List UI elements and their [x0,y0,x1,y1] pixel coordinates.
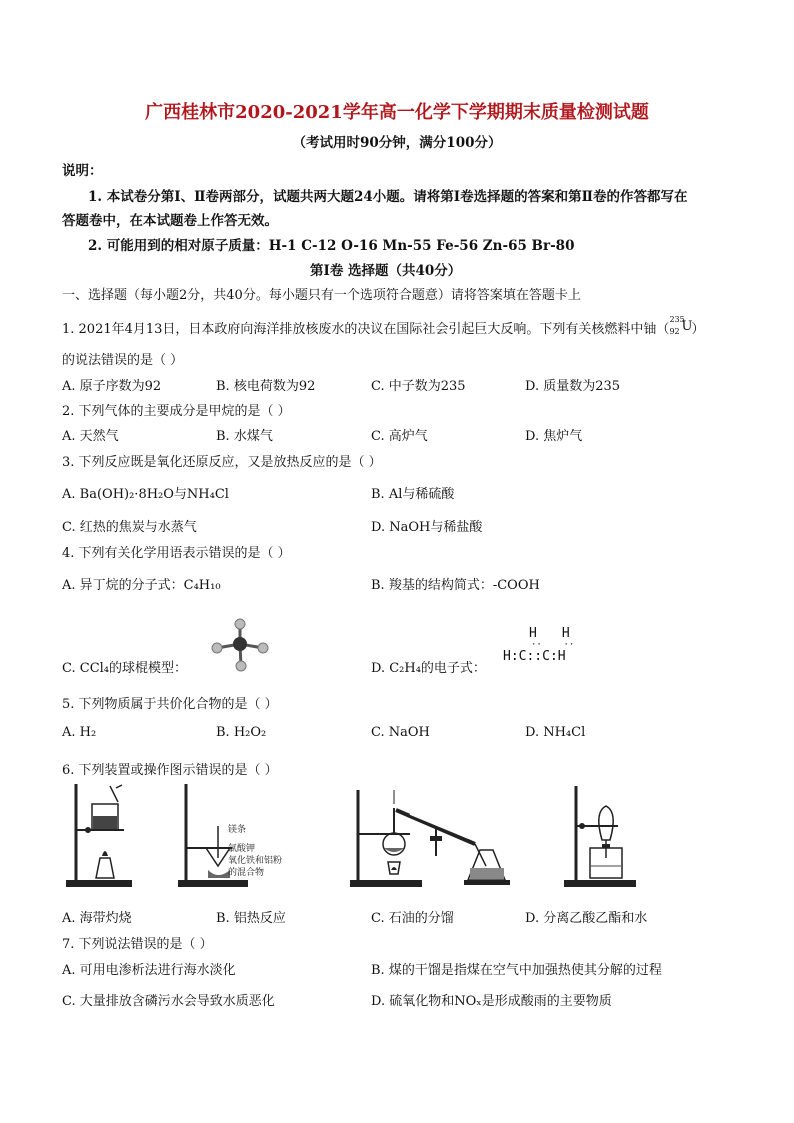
label-iron-oxide-aluminum: 氧化铁和铝粉 [228,856,283,866]
q6-stem: 6. 下列装置或操作图示错误的是（ ） [62,763,278,778]
q5-option-d: D. NH₄Cl [525,725,586,740]
q1-option-b: B. 核电荷数为92 [216,379,316,394]
q5-option-a: A. H₂ [62,725,97,740]
part-heading: 一、选择题（每小题2分，共40分。每小题只有一个选项符合题意）请将答案填在答题卡上 [62,288,581,303]
q4-stem: 4. 下列有关化学用语表示错误的是（ ） [62,546,291,561]
q1-option-c: C. 中子数为235 [371,379,466,394]
q7-option-c: C. 大量排放含磷污水会导致水质恶化 [62,994,275,1009]
q4-option-d: D. C₂H₄的电子式： [371,661,486,676]
q4-option-b: B. 羧基的结构简式：-COOH [371,578,540,593]
uranium-isotope-label: 235 92 U [669,314,693,336]
q3-option-c: C. 红热的焦炭与水蒸气 [62,520,197,535]
q3-option-b: B. Al与稀硫酸 [371,487,455,502]
q3-option-a: A. Ba(OH)₂·8H₂O与NH₄Cl [62,487,229,502]
q1-option-d: D. 质量数为235 [525,379,621,394]
q7-option-d: D. 硫氧化物和NOₓ是形成酸雨的主要物质 [371,994,612,1009]
q5-option-b: B. H₂O₂ [216,725,267,740]
instruction-2: 2. 可能用到的相对原子质量：H-1 C-12 O-16 Mn-55 Fe-56 Zn-65 Br-80 [88,238,575,254]
q6-option-a: A. 海带灼烧 [62,911,132,926]
q7-option-a: A. 可用电渗析法进行海水淡化 [62,963,236,978]
q6-option-b: B. 铝热反应 [216,911,286,926]
instruction-1-line-2: 答题卷中，在本试题卷上作答无效。 [62,213,278,229]
page-subtitle: （考试用时90分钟，满分100分） [292,135,502,151]
q2-option-b: B. 水煤气 [216,429,273,444]
q2-stem: 2. 下列气体的主要成分是甲烷的是（ ） [62,404,291,419]
q1-option-a: A. 原子序数为92 [62,379,162,394]
q4-option-c: C. CCl₄的球棍模型： [62,661,188,676]
apparatus-c-distillation [350,782,525,890]
q4-option-a: A. 异丁烷的分子式：C₄H₁₀ [62,578,221,593]
instructions-heading: 说明： [62,163,103,179]
q1-stem-line-2: 的说法错误的是（ ） [62,353,184,368]
q3-stem: 3. 下列反应既是氧化还原反应，又是放热反应的是（ ） [62,455,382,470]
q7-option-b: B. 煤的干馏是指煤在空气中加强热使其分解的过程 [371,963,662,978]
q2-option-a: A. 天然气 [62,429,119,444]
q2-option-c: C. 高炉气 [371,429,428,444]
ethylene-electron-structure: H H ·· ·· H:C::C:H [503,626,575,664]
section-title: 第Ⅰ卷 选择题（共40分） [310,263,462,279]
q3-option-d: D. NaOH与稀盐酸 [371,520,483,535]
label-magnesium-strip: 镁条 [228,825,247,835]
q2-option-d: D. 焦炉气 [525,429,583,444]
ccl4-ball-stick-model [205,618,275,674]
q6-option-d: D. 分离乙酸乙酯和水 [525,911,648,926]
q5-stem: 5. 下列物质属于共价化合物的是（ ） [62,697,278,712]
q1-stem-line-1: 1. 2021年4月13日，日本政府向海洋排放核废水的决议在国际社会引起巨大反响。下列有关核燃料中铀（ 235 92 U ） [62,314,705,337]
label-mixture: 的混合物 [228,868,265,878]
instruction-1-line-1: 1. 本试卷分第Ⅰ、Ⅱ卷两部分，试题共两大题24小题。请将第Ⅰ卷选择题的答案和第Ⅱ卷的作答都写在 [88,189,688,205]
page-title: 广西桂林市2020-2021学年高一化学下学期期末质量检测试题 [145,102,649,123]
apparatus-a-seaweed-burning [66,782,136,890]
label-potassium-chlorate: 氯酸钾 [228,844,256,854]
q7-stem: 7. 下列说法错误的是（ ） [62,937,213,952]
q5-option-c: C. NaOH [371,725,430,740]
apparatus-d-separatory-funnel [564,782,636,890]
q6-option-c: C. 石油的分馏 [371,911,454,926]
